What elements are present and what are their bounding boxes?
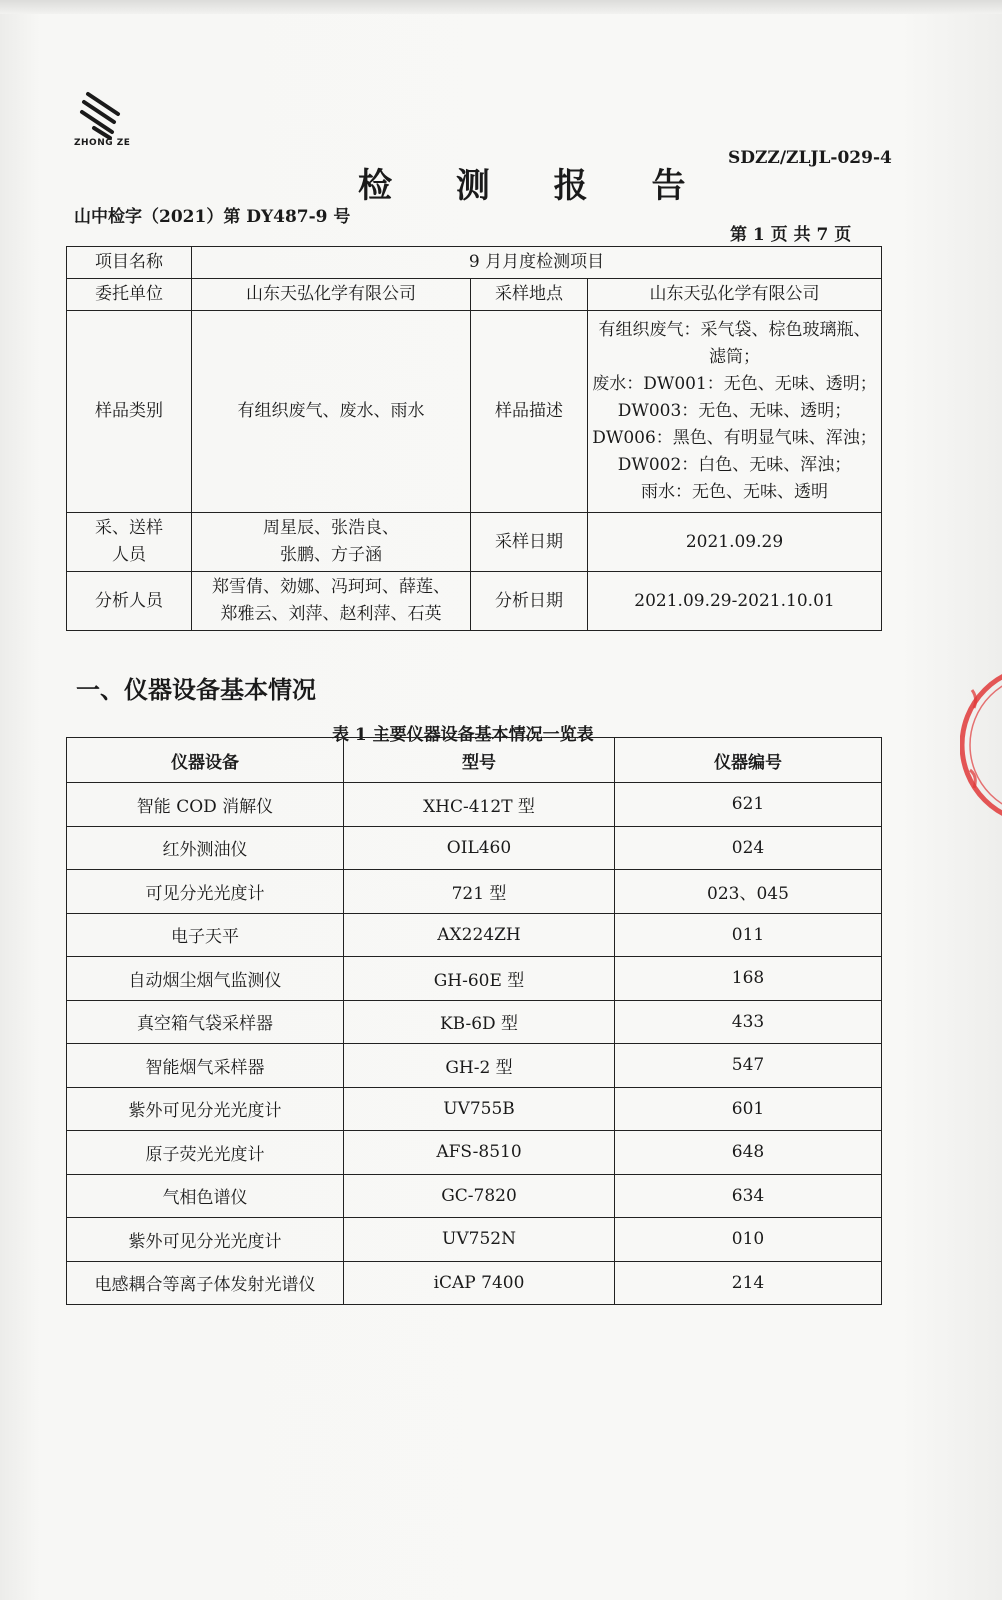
equipment-id: 168	[615, 957, 882, 1001]
sampler-label	[67, 513, 192, 572]
equipment-id: 648	[615, 1131, 882, 1175]
table-header-row	[67, 738, 882, 783]
analyst-value-line: 郑雪倩、効娜、冯珂珂、薛莲、	[212, 577, 450, 597]
page-info: 第 1 页 共 7 页	[730, 225, 852, 245]
equipment-table	[66, 737, 882, 1305]
column-header: 型号	[344, 738, 615, 783]
equipment-id: 601	[615, 1087, 882, 1131]
equipment-model: GC-7820	[344, 1174, 615, 1218]
table-row	[67, 826, 882, 870]
site-label: 采样地点	[471, 279, 588, 311]
equipment-id: 214	[615, 1261, 882, 1305]
equipment-id: 547	[615, 1044, 882, 1088]
column-header: 仪器编号	[615, 738, 882, 783]
table-row	[67, 1000, 882, 1044]
equipment-id: 634	[615, 1174, 882, 1218]
equipment-model: 721 型	[344, 870, 615, 914]
equipment-name: 电子天平	[67, 913, 344, 957]
sampler-label-line: 采、送样	[95, 518, 163, 538]
description-line: 废水：DW001：无色、无味、透明；	[592, 374, 877, 394]
equipment-model: KB-6D 型	[344, 1000, 615, 1044]
equipment-name: 红外测油仪	[67, 826, 344, 870]
table-row	[67, 247, 882, 279]
equipment-model: UV752N	[344, 1218, 615, 1262]
sampler-label-line: 人员	[112, 545, 146, 565]
category-label: 样品类别	[67, 311, 192, 513]
description-line: 滤筒；	[709, 347, 760, 367]
description-line: DW003：无色、无味、透明；	[617, 401, 852, 421]
description-line: DW002：白色、无味、浑浊；	[617, 455, 852, 475]
table-row	[67, 1174, 882, 1218]
table-row	[67, 1044, 882, 1088]
equipment-name: 气相色谱仪	[67, 1174, 344, 1218]
analysis-date-value: 2021.09.29-2021.10.01	[588, 572, 882, 631]
description-line: 雨水：无色、无味、透明	[641, 482, 828, 502]
equipment-id: 024	[615, 826, 882, 870]
analyst-label: 分析人员	[67, 572, 192, 631]
description-value	[588, 311, 882, 513]
equipment-id: 433	[615, 1000, 882, 1044]
table-caption: 表 1 主要仪器设备基本情况一览表	[332, 725, 594, 745]
logo-text: ZHONG ZE	[74, 138, 131, 148]
equipment-model: AFS-8510	[344, 1131, 615, 1175]
equipment-name: 可见分光光度计	[67, 870, 344, 914]
sampler-value-line: 周星辰、张浩良、	[263, 518, 399, 538]
equipment-id: 621	[615, 783, 882, 827]
page-top-edge	[0, 0, 1002, 14]
client-value: 山东天弘化学有限公司	[192, 279, 471, 311]
equipment-name: 自动烟尘烟气监测仪	[67, 957, 344, 1001]
report-info-table	[66, 246, 882, 631]
report-number: 山中检字（2021）第 DY487-9 号	[74, 207, 351, 227]
analyst-value-line: 郑雅云、刘萍、赵利萍、石英	[220, 604, 442, 624]
equipment-name: 紫外可见分光光度计	[67, 1218, 344, 1262]
sampler-value	[192, 513, 471, 572]
table-row	[67, 957, 882, 1001]
column-header: 仪器设备	[67, 738, 344, 783]
site-value: 山东天弘化学有限公司	[588, 279, 882, 311]
equipment-name: 智能烟气采样器	[67, 1044, 344, 1088]
equipment-name: 原子荧光光度计	[67, 1131, 344, 1175]
equipment-model: UV755B	[344, 1087, 615, 1131]
table-row	[67, 913, 882, 957]
category-value: 有组织废气、废水、雨水	[192, 311, 471, 513]
section-title: 一、仪器设备基本情况	[76, 676, 316, 704]
equipment-id: 010	[615, 1218, 882, 1262]
equipment-model: GH-2 型	[344, 1044, 615, 1088]
equipment-model: AX224ZH	[344, 913, 615, 957]
sample-date-label: 采样日期	[471, 513, 588, 572]
report-title: 检 测 报 告	[358, 166, 712, 206]
table-row	[67, 279, 882, 311]
seal-stamp-icon	[960, 650, 1002, 840]
description-line: DW006：黑色、有明显气味、浑浊；	[592, 428, 877, 448]
project-value: 9 月月度检测项目	[192, 247, 882, 279]
table-row	[67, 1087, 882, 1131]
description-label: 样品描述	[471, 311, 588, 513]
equipment-id: 023、045	[615, 870, 882, 914]
table-row	[67, 870, 882, 914]
equipment-name: 智能 COD 消解仪	[67, 783, 344, 827]
project-label: 项目名称	[67, 247, 192, 279]
equipment-model: iCAP 7400	[344, 1261, 615, 1305]
table-row	[67, 783, 882, 827]
document-code: SDZZ/ZLJL-029-4	[728, 148, 892, 168]
table-row	[67, 572, 882, 631]
equipment-model: XHC-412T 型	[344, 783, 615, 827]
equipment-model: OIL460	[344, 826, 615, 870]
analyst-value	[192, 572, 471, 631]
table-row	[67, 1131, 882, 1175]
table-row	[67, 311, 882, 513]
equipment-name: 真空箱气袋采样器	[67, 1000, 344, 1044]
client-label: 委托单位	[67, 279, 192, 311]
table-row	[67, 1218, 882, 1262]
equipment-id: 011	[615, 913, 882, 957]
sample-date-value: 2021.09.29	[588, 513, 882, 572]
equipment-name: 电感耦合等离子体发射光谱仪	[67, 1261, 344, 1305]
analysis-date-label: 分析日期	[471, 572, 588, 631]
equipment-model: GH-60E 型	[344, 957, 615, 1001]
equipment-name: 紫外可见分光光度计	[67, 1087, 344, 1131]
table-row	[67, 1261, 882, 1305]
sampler-value-line: 张鹏、方子涵	[280, 545, 382, 565]
description-line: 有组织废气：采气袋、棕色玻璃瓶、	[598, 320, 871, 340]
table-row	[67, 513, 882, 572]
